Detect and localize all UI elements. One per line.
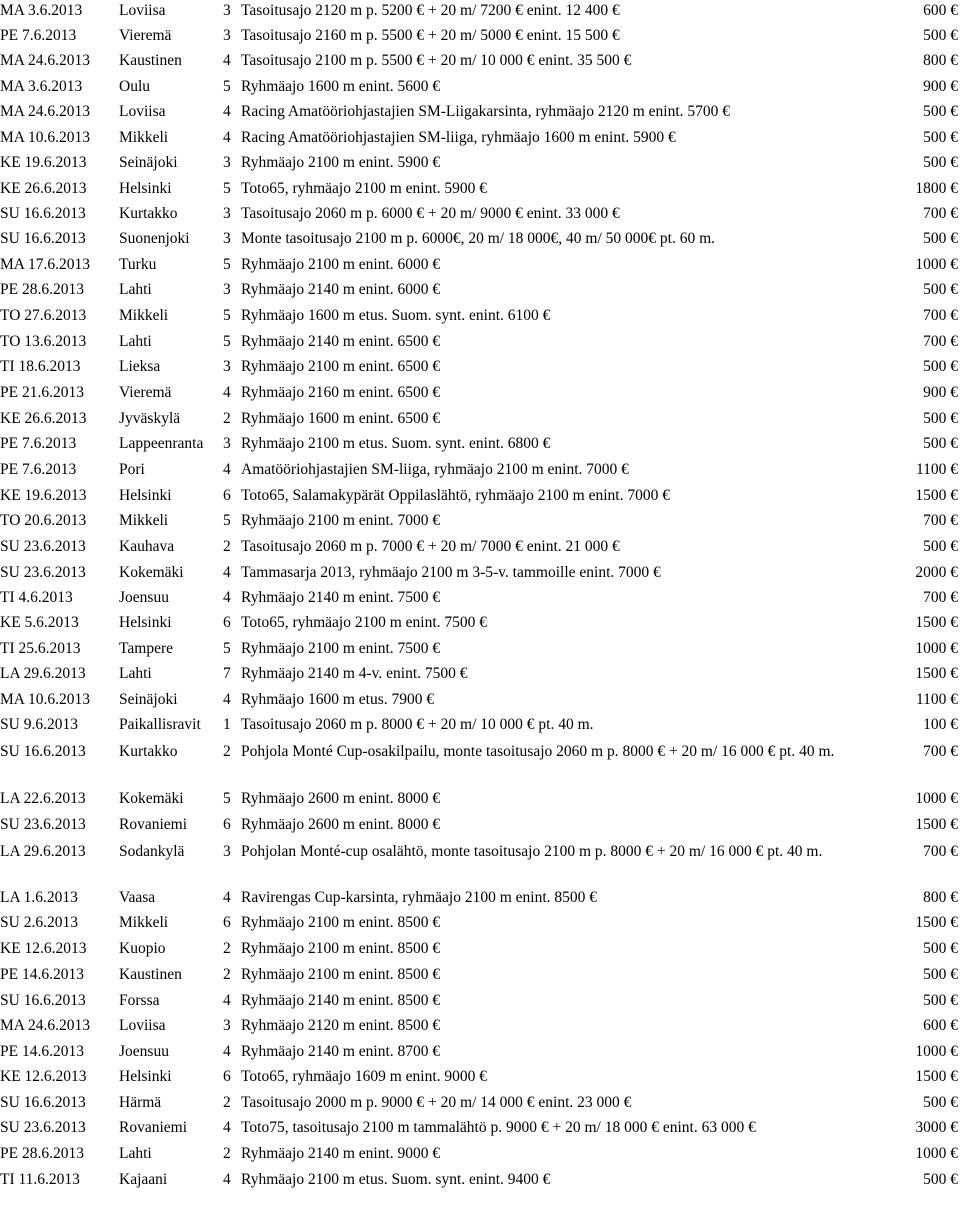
race-prize: 500 € [923,154,958,171]
race-place: Pori [119,461,145,478]
race-count: 2 [223,1145,231,1162]
race-prize: 500 € [923,992,958,1009]
race-date: SU 23.6.2013 [0,564,86,581]
race-prize: 700 € [923,307,958,324]
race-description: Ryhmäajo 2600 m enint. 8000 € [241,790,441,807]
race-count: 4 [223,129,231,146]
race-date: LA 29.6.2013 [0,843,86,860]
race-prize: 1000 € [915,256,958,273]
race-place: Rovaniemi [119,816,188,833]
race-description: Ryhmäajo 2140 m enint. 9000 € [241,1145,441,1162]
race-description: Ravirengas Cup-karsinta, ryhmäajo 2100 m enint. 8500 € [241,889,598,906]
race-prize: 500 € [923,966,958,983]
race-date: PE 28.6.2013 [0,281,84,298]
race-description: Ryhmäajo 2140 m enint. 8700 € [241,1043,441,1060]
race-description: Ryhmäajo 2140 m 4-v. enint. 7500 € [241,665,468,682]
race-prize: 500 € [923,1094,958,1111]
race-place: Forssa [119,992,160,1009]
race-place: Mikkeli [119,129,169,146]
race-date: PE 14.6.2013 [0,966,84,983]
race-prize: 1500 € [915,914,958,931]
race-date: LA 1.6.2013 [0,889,78,906]
race-count: 3 [223,281,231,298]
race-date: PE 7.6.2013 [0,435,77,452]
race-prize: 700 € [923,512,958,529]
race-date: PE 7.6.2013 [0,27,77,44]
race-description: Ryhmäajo 2140 m enint. 8500 € [241,992,441,1009]
race-date: SU 23.6.2013 [0,538,86,555]
race-place: Kauhava [119,538,175,555]
race-description: Tasoitusajo 2120 m p. 5200 € + 20 m/ 7200 € enint. 12 400 € [241,2,620,19]
race-date: KE 12.6.2013 [0,940,87,957]
race-prize: 2000 € [915,564,958,581]
race-count: 6 [223,614,231,631]
race-count: 6 [223,487,231,504]
race-count: 5 [223,640,231,657]
race-date: TI 25.6.2013 [0,640,81,657]
race-count: 1 [223,716,231,733]
race-description: Toto75, tasoitusajo 2100 m tammalähtö p. 9000 € + 20 m/ 18 000 € enint. 63 000 € [241,1119,756,1136]
race-count: 4 [223,1119,231,1136]
race-place: Kurtakko [119,743,178,760]
race-date: KE 19.6.2013 [0,154,87,171]
race-date: SU 16.6.2013 [0,992,86,1009]
race-description: Tasoitusajo 2060 m p. 8000 € + 20 m/ 10 000 € pt. 40 m. [241,716,594,733]
race-description: Tasoitusajo 2060 m p. 6000 € + 20 m/ 9000 € enint. 33 000 € [241,205,620,222]
race-prize: 1500 € [915,487,958,504]
race-date: SU 16.6.2013 [0,743,86,760]
race-count: 2 [223,743,231,760]
race-place: Lieksa [119,358,161,375]
race-date: TI 4.6.2013 [0,589,73,606]
race-count: 3 [223,2,231,19]
race-description: Ryhmäajo 1600 m etus. Suom. synt. enint. 6100 € [241,307,551,324]
race-description: Tasoitusajo 2060 m p. 7000 € + 20 m/ 7000 € enint. 21 000 € [241,538,620,555]
race-prize: 1500 € [915,816,958,833]
race-count: 6 [223,1068,231,1085]
race-prize: 500 € [923,940,958,957]
race-count: 3 [223,358,231,375]
race-date: MA 17.6.2013 [0,256,90,273]
race-count: 4 [223,992,231,1009]
race-description: Ryhmäajo 2600 m enint. 8000 € [241,816,441,833]
race-description: Ryhmäajo 2100 m enint. 8500 € [241,914,441,931]
race-prize: 1500 € [915,614,958,631]
race-count: 4 [223,564,231,581]
race-place: Rovaniemi [119,1119,188,1136]
race-prize: 1100 € [915,691,958,708]
race-prize: 500 € [923,358,958,375]
race-place: Kaustinen [119,52,182,69]
race-count: 2 [223,410,231,427]
race-date: MA 24.6.2013 [0,1017,90,1034]
race-place: Mikkeli [119,307,169,324]
race-description: Tammasarja 2013, ryhmäajo 2100 m 3-5-v. tammoille enint. 7000 € [241,564,661,581]
race-date: TI 11.6.2013 [0,1171,80,1188]
race-count: 4 [223,889,231,906]
race-count: 6 [223,914,231,931]
race-place: Lahti [119,333,152,350]
race-prize: 500 € [923,281,958,298]
race-date: TO 13.6.2013 [0,333,87,350]
race-count: 4 [223,52,231,69]
race-prize: 500 € [923,230,958,247]
race-count: 5 [223,307,231,324]
race-count: 5 [223,78,231,95]
race-count: 4 [223,103,231,120]
race-description: Racing Amatööriohjastajien SM-Liigakarsinta, ryhmäajo 2120 m enint. 5700 € [241,103,731,120]
race-place: Jyväskylä [119,410,181,427]
race-prize: 1000 € [915,1043,958,1060]
race-date: KE 12.6.2013 [0,1068,87,1085]
race-date: SU 16.6.2013 [0,230,86,247]
race-prize: 700 € [923,205,958,222]
race-prize: 500 € [923,538,958,555]
race-place: Helsinki [119,614,172,631]
race-count: 7 [223,665,231,682]
race-date: LA 22.6.2013 [0,790,86,807]
race-date: TO 20.6.2013 [0,512,87,529]
race-place: Joensuu [119,589,169,606]
race-count: 5 [223,790,231,807]
race-place: Kajaani [119,1171,168,1188]
race-date: LA 29.6.2013 [0,665,86,682]
race-place: Sodankylä [119,843,185,860]
race-place: Turku [119,256,157,273]
race-count: 4 [223,691,231,708]
race-place: Loviisa [119,2,166,19]
race-place: Tampere [119,640,173,657]
race-description: Ryhmäajo 2140 m enint. 6500 € [241,333,441,350]
race-description: Pohjolan Monté-cup osalähtö, monte tasoitusajo 2100 m p. 8000 € + 20 m/ 16 000 € pt. 40 m. [241,843,823,860]
race-prize: 1000 € [915,1145,958,1162]
race-count: 4 [223,1043,231,1060]
race-count: 2 [223,966,231,983]
race-description: Ryhmäajo 2120 m enint. 8500 € [241,1017,441,1034]
race-date: PE 21.6.2013 [0,384,84,401]
race-description: Ryhmäajo 2140 m enint. 7500 € [241,589,441,606]
race-count: 3 [223,27,231,44]
race-description: Ryhmäajo 2100 m enint. 8500 € [241,940,441,957]
race-place: Lappeenranta [119,435,204,452]
race-place: Vieremä [119,27,172,44]
race-place: Joensuu [119,1043,169,1060]
race-description: Ryhmäajo 2160 m enint. 6500 € [241,384,441,401]
race-prize: 3000 € [915,1119,958,1136]
race-place: Kuopio [119,940,166,957]
race-date: TO 27.6.2013 [0,307,87,324]
race-description: Racing Amatööriohjastajien SM-liiga, ryhmäajo 1600 m enint. 5900 € [241,129,676,146]
race-description: Ryhmäajo 2100 m enint. 6500 € [241,358,441,375]
race-date: KE 19.6.2013 [0,487,87,504]
race-place: Seinäjoki [119,154,178,171]
race-prize: 1800 € [915,180,958,197]
race-prize: 500 € [923,129,958,146]
race-date: MA 10.6.2013 [0,691,90,708]
race-description: Toto65, Salamakypärät Oppilaslähtö, ryhmäajo 2100 m enint. 7000 € [241,487,670,504]
race-description: Ryhmäajo 2100 m enint. 8500 € [241,966,441,983]
race-count: 3 [223,843,231,860]
race-count: 6 [223,816,231,833]
race-description: Tasoitusajo 2000 m p. 9000 € + 20 m/ 14 000 € enint. 23 000 € [241,1094,632,1111]
race-place: Mikkeli [119,914,169,931]
race-place: Kokemäki [119,790,184,807]
race-date: MA 3.6.2013 [0,78,83,95]
race-place: Kaustinen [119,966,182,983]
race-date: KE 26.6.2013 [0,180,87,197]
race-prize: 1000 € [915,790,958,807]
race-count: 3 [223,230,231,247]
race-prize: 800 € [923,52,958,69]
race-place: Vaasa [119,889,156,906]
race-count: 4 [223,589,231,606]
race-date: SU 23.6.2013 [0,816,86,833]
race-count: 3 [223,435,231,452]
race-description: Ryhmäajo 1600 m etus. 7900 € [241,691,435,708]
race-prize: 600 € [923,1017,958,1034]
race-date: TI 18.6.2013 [0,358,81,375]
race-description: Ryhmäajo 2100 m etus. Suom. synt. enint. 6800 € [241,435,551,452]
race-count: 2 [223,538,231,555]
race-description: Tasoitusajo 2100 m p. 5500 € + 20 m/ 10 000 € enint. 35 500 € [241,52,632,69]
race-date: KE 5.6.2013 [0,614,79,631]
race-prize: 1100 € [915,461,958,478]
race-count: 4 [223,461,231,478]
race-count: 4 [223,1171,231,1188]
race-description: Pohjola Monté Cup-osakilpailu, monte tasoitusajo 2060 m p. 8000 € + 20 m/ 16 000 € pt. 40 m. [241,743,835,760]
race-prize: 500 € [923,410,958,427]
race-prize: 600 € [923,2,958,19]
race-description: Ryhmäajo 2140 m enint. 6000 € [241,281,441,298]
race-count: 3 [223,154,231,171]
race-date: PE 7.6.2013 [0,461,77,478]
race-description: Monte tasoitusajo 2100 m p. 6000€, 20 m/ 18 000€, 40 m/ 50 000€ pt. 60 m. [241,230,716,247]
race-description: Toto65, ryhmäajo 2100 m enint. 5900 € [241,180,488,197]
race-place: Kurtakko [119,205,178,222]
race-date: MA 24.6.2013 [0,103,90,120]
race-count: 2 [223,1094,231,1111]
race-place: Loviisa [119,1017,166,1034]
race-description: Ryhmäajo 2100 m enint. 5900 € [241,154,441,171]
race-description: Ryhmäajo 2100 m enint. 7500 € [241,640,441,657]
race-prize: 500 € [923,103,958,120]
race-date: KE 26.6.2013 [0,410,87,427]
race-place: Kokemäki [119,564,184,581]
race-prize: 500 € [923,1171,958,1188]
race-prize: 700 € [923,743,958,760]
race-description: Toto65, ryhmäajo 2100 m enint. 7500 € [241,614,488,631]
race-date: MA 24.6.2013 [0,52,90,69]
race-place: Helsinki [119,487,172,504]
race-place: Lahti [119,665,152,682]
race-place: Vieremä [119,384,172,401]
race-count: 2 [223,940,231,957]
race-description: Amatööriohjastajien SM-liiga, ryhmäajo 2100 m enint. 7000 € [241,461,629,478]
race-count: 5 [223,512,231,529]
race-prize: 800 € [923,889,958,906]
race-prize: 500 € [923,435,958,452]
race-date: PE 14.6.2013 [0,1043,84,1060]
race-prize: 700 € [923,589,958,606]
race-place: Suonenjoki [119,230,190,247]
race-count: 3 [223,205,231,222]
race-count: 4 [223,384,231,401]
race-description: Ryhmäajo 1600 m enint. 6500 € [241,410,441,427]
race-place: Loviisa [119,103,166,120]
race-date: PE 28.6.2013 [0,1145,84,1162]
race-place: Mikkeli [119,512,169,529]
race-description: Tasoitusajo 2160 m p. 5500 € + 20 m/ 5000 € enint. 15 500 € [241,27,620,44]
race-description: Ryhmäajo 2100 m enint. 6000 € [241,256,441,273]
race-description: Ryhmäajo 2100 m etus. Suom. synt. enint. 9400 € [241,1171,551,1188]
race-description: Toto65, ryhmäajo 1609 m enint. 9000 € [241,1068,488,1085]
race-place: Paikallisravit [119,716,201,733]
race-date: SU 16.6.2013 [0,1094,86,1111]
race-place: Seinäjoki [119,691,178,708]
race-date: SU 2.6.2013 [0,914,78,931]
race-prize: 1500 € [915,1068,958,1085]
race-place: Lahti [119,1145,152,1162]
race-count: 5 [223,256,231,273]
race-place: Helsinki [119,180,172,197]
race-count: 3 [223,1017,231,1034]
race-prize: 1000 € [915,640,958,657]
race-prize: 1500 € [915,665,958,682]
race-prize: 500 € [923,27,958,44]
race-prize: 700 € [923,843,958,860]
race-place: Lahti [119,281,152,298]
race-prize: 700 € [923,333,958,350]
race-date: SU 23.6.2013 [0,1119,86,1136]
race-place: Härmä [119,1094,162,1111]
race-date: SU 16.6.2013 [0,205,86,222]
race-date: MA 3.6.2013 [0,2,83,19]
race-place: Helsinki [119,1068,172,1085]
race-prize: 900 € [923,384,958,401]
race-count: 5 [223,180,231,197]
race-description: Ryhmäajo 1600 m enint. 5600 € [241,78,441,95]
race-prize: 100 € [923,716,958,733]
race-description: Ryhmäajo 2100 m enint. 7000 € [241,512,441,529]
race-count: 5 [223,333,231,350]
race-place: Oulu [119,78,150,95]
race-prize: 900 € [923,78,958,95]
race-date: SU 9.6.2013 [0,716,78,733]
race-date: MA 10.6.2013 [0,129,90,146]
